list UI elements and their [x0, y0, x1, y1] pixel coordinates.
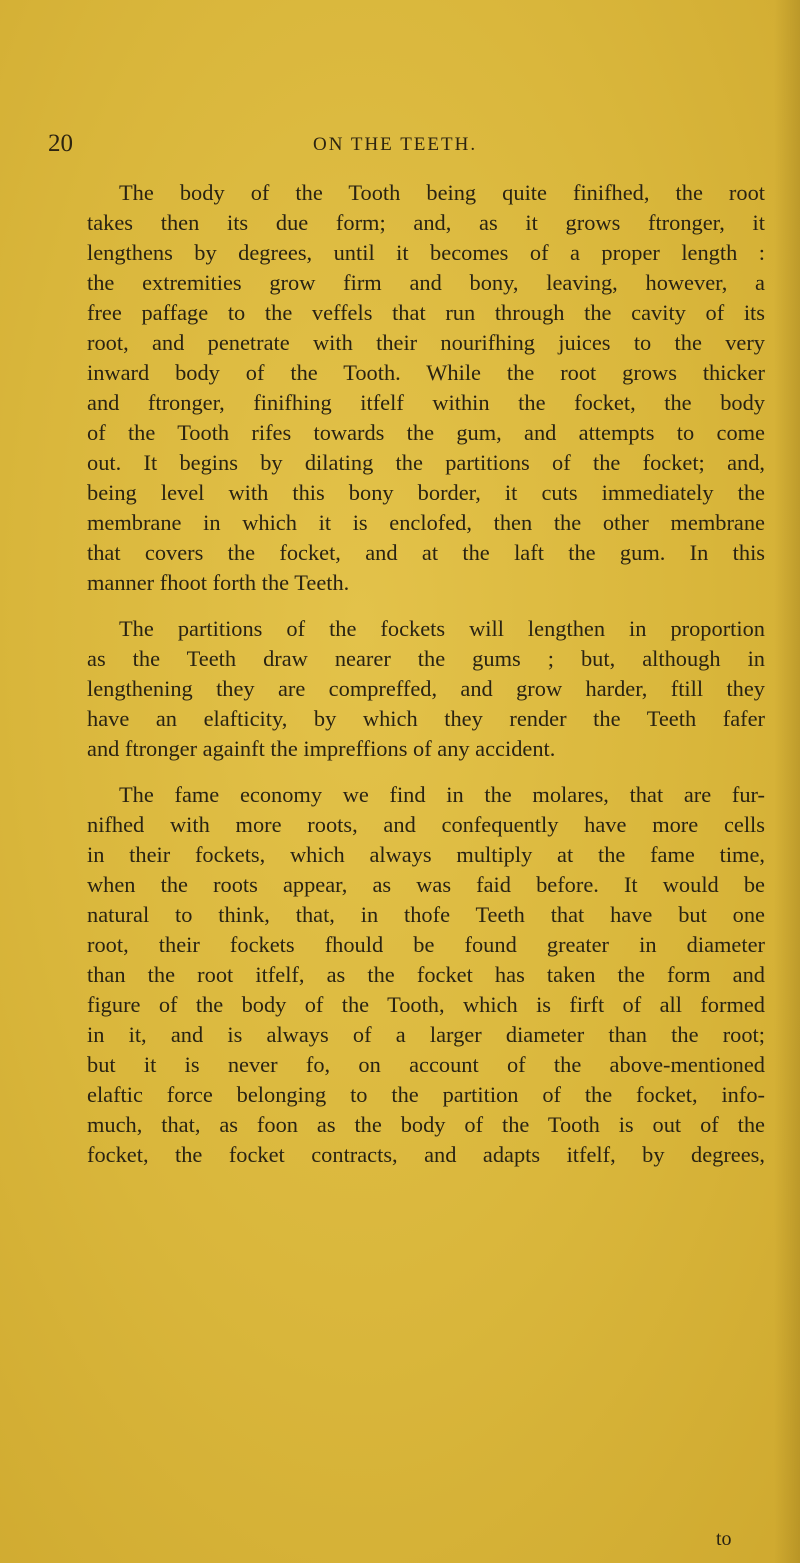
text-line: much, that, as foon as the body of the Tooth is out of the	[87, 1112, 765, 1137]
running-head: ON THE TEETH.	[313, 134, 478, 155]
text-line: inward body of the Tooth. While the root grows thicker	[87, 360, 765, 385]
text-line: focket, the focket contracts, and adapts itfelf, by degrees,	[87, 1142, 765, 1167]
paragraph-1	[55, 178, 765, 598]
text-line: elaftic force belonging to the partition of the focket, info-	[87, 1082, 765, 1107]
page-edge-shadow	[774, 0, 800, 1563]
text-line: nifhed with more roots, and confequently have more cells	[87, 812, 765, 837]
catchword: to	[716, 1528, 732, 1550]
paragraph-2	[55, 614, 765, 764]
paragraph-3	[55, 780, 765, 1170]
text-line: The partitions of the fockets will lengthen in proportion	[119, 616, 765, 641]
text-line: but it is never fo, on account of the above-mentioned	[87, 1052, 765, 1077]
text-line: The fame economy we find in the molares, that are fur-	[119, 782, 765, 807]
text-line: root, their fockets fhould be found greater in diameter	[87, 932, 765, 957]
text-line: in their fockets, which always multiply at the fame time,	[87, 842, 765, 867]
text-line: being level with this bony border, it cuts immediately the	[87, 480, 765, 505]
page-header	[48, 130, 748, 170]
text-line: natural to think, that, in thofe Teeth that have but one	[87, 902, 765, 927]
text-line: out. It begins by dilating the partitions of the focket; and,	[87, 450, 765, 475]
text-line: of the Tooth rifes towards the gum, and attempts to come	[87, 420, 765, 445]
text-line: that covers the focket, and at the laft the gum. In this	[87, 540, 765, 565]
text-line: root, and penetrate with their nourifhing juices to the very	[87, 330, 765, 355]
text-line: takes then its due form; and, as it grows ftronger, it	[87, 210, 765, 235]
body-text	[55, 178, 765, 1186]
text-line: as the Teeth draw nearer the gums ; but, although in	[87, 646, 765, 671]
text-line: figure of the body of the Tooth, which is firft of all formed	[87, 992, 765, 1017]
text-line: free paffage to the veffels that run through the cavity of its	[87, 300, 765, 325]
text-line: the extremities grow firm and bony, leaving, however, a	[87, 270, 765, 295]
page-number: 20	[48, 130, 73, 157]
text-line: lengthens by degrees, until it becomes of a proper length :	[87, 240, 765, 265]
text-line: have an elafticity, by which they render the Teeth fafer	[87, 706, 765, 731]
text-line: and ftronger againft the impreffions of any accident.	[87, 736, 556, 761]
text-line: membrane in which it is enclofed, then the other membrane	[87, 510, 765, 535]
text-line: The body of the Tooth being quite finifhed, the root	[119, 180, 765, 205]
text-line: than the root itfelf, as the focket has taken the form and	[87, 962, 765, 987]
text-line: and ftronger, finifhing itfelf within the focket, the body	[87, 390, 765, 415]
text-line: in it, and is always of a larger diameter than the root;	[87, 1022, 765, 1047]
text-line: manner fhoot forth the Teeth.	[87, 570, 350, 595]
text-line: when the roots appear, as was faid before. It would be	[87, 872, 765, 897]
text-line: lengthening they are compreffed, and grow harder, ftill they	[87, 676, 765, 701]
